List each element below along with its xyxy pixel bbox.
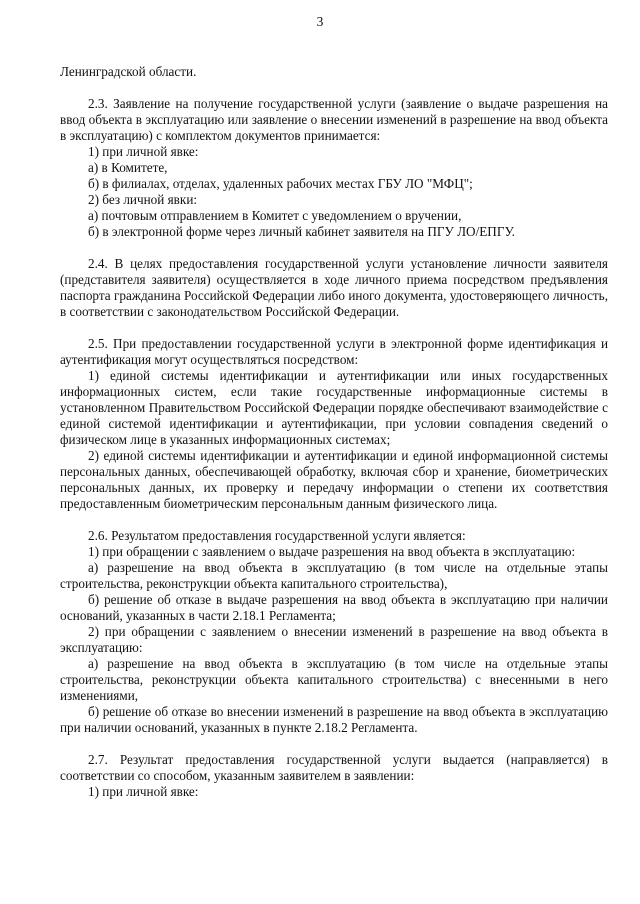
clause-2-6: 2.6. Результатом предоставления государственной услуги является: — [88, 528, 466, 543]
list-item: б) решение об отказе во внесении изменений в разрешение на ввод объекта в эксплуатацию при наличии оснований, указанных в пункте 2.18.2 Регламента. — [60, 704, 608, 735]
list-item: 2) без личной явки: — [88, 192, 198, 207]
document-body — [60, 64, 608, 800]
list-item: 1) при личной явке: — [88, 144, 199, 159]
list-item: 1) при личной явке: — [88, 784, 199, 799]
list-item: 1) при обращении с заявлением о выдаче разрешения на ввод объекта в эксплуатацию: — [88, 544, 576, 559]
list-item: а) разрешение на ввод объекта в эксплуатацию (в том числе на отдельные этапы строительства, реконструкции объекта капитального строительства), — [60, 560, 608, 591]
clause-2-7: 2.7. Результат предоставления государственной услуги выдается (направляется) в соответствии со способом, указанным заявителем в заявлении: — [60, 752, 608, 783]
list-item: 2) при обращении с заявлением о внесении изменений в разрешение на ввод объекта в эксплуатацию: — [60, 624, 608, 655]
page-number: 3 — [316, 14, 324, 29]
list-item: 2) единой системы идентификации и аутентификации и единой информационной системы персональных данных, обеспечивающей обработку, включая сбор и хранение, биометрических персональных данных, их проверку и передачу информации о степени их соответствия предоставленным биометрическим персональным данным физического лица. — [60, 448, 608, 511]
clause-2-4: 2.4. В целях предоставления государственной услуги установление личности заявителя (представителя заявителя) осуществляется в ходе личного приема посредством предъявления паспорта гражданина Российской Федерации либо иного документа, удостоверяющего личность, в соответствии с законодательством Российской Федерации. — [60, 256, 608, 319]
list-item: б) решение об отказе в выдаче разрешения на ввод объекта в эксплуатацию при наличии оснований, указанных в части 2.18.1 Регламента; — [60, 592, 608, 623]
paragraph: Ленинградской области. — [60, 64, 197, 79]
list-item: б) в электронной форме через личный кабинет заявителя на ПГУ ЛО/ЕПГУ. — [88, 224, 515, 239]
list-item: 1) единой системы идентификации и аутентификации или иных государственных информационных систем, если такие государственные информационные системы в установленном Правительством Российской Федерации порядке обеспечивают взаимодействие с единой системой идентификации и аутентификации, при условии совпадения сведений о физическом лице в указанных информационных системах; — [60, 368, 608, 447]
list-item: б) в филиалах, отделах, удаленных рабочих местах ГБУ ЛО "МФЦ"; — [88, 176, 473, 191]
list-item: а) разрешение на ввод объекта в эксплуатацию (в том числе на отдельные этапы строительства, реконструкции объекта капитального строительства) с внесенными в него изменениями, — [60, 656, 608, 703]
list-item: а) почтовым отправлением в Комитет с уведомлением о вручении, — [88, 208, 462, 223]
clause-2-3: 2.3. Заявление на получение государственной услуги (заявление о выдаче разрешения на ввод объекта в эксплуатацию или заявление о внесении изменений в разрешение на ввод объекта в эксплуатацию) с комплектом документов принимается: — [60, 96, 608, 143]
clause-2-5: 2.5. При предоставлении государственной услуги в электронной форме идентификация и аутентификация могут осуществляться посредством: — [60, 336, 608, 367]
list-item: а) в Комитете, — [88, 160, 168, 175]
